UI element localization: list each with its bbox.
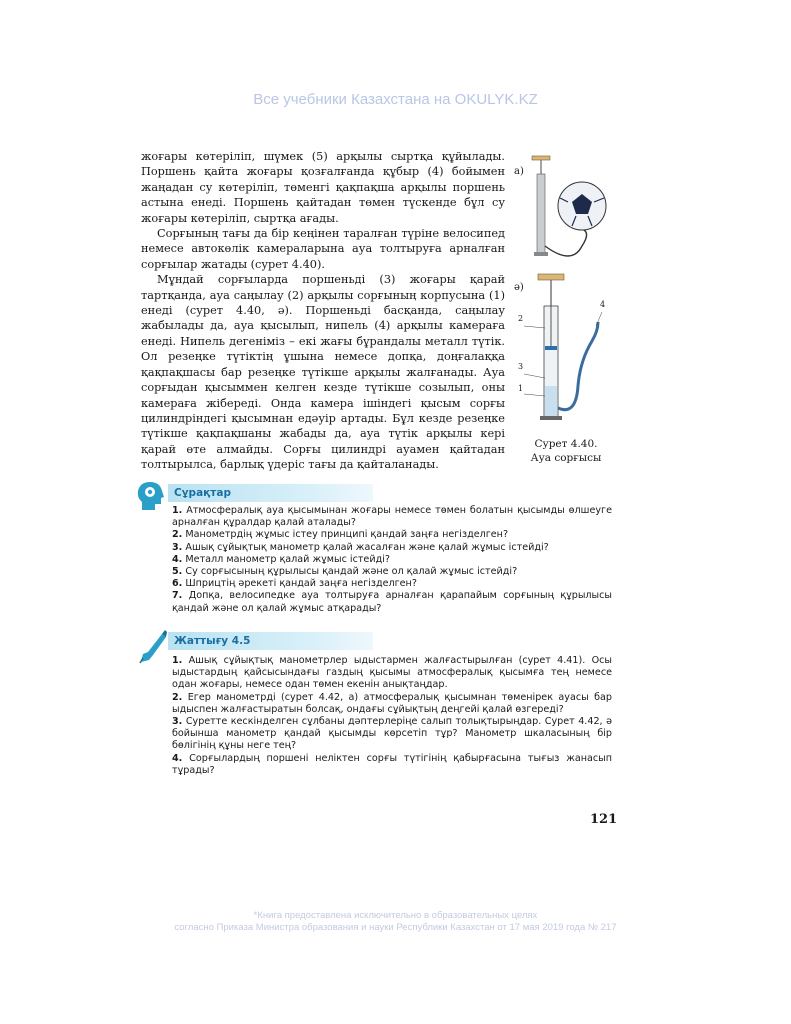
caption-number: Сурет 4.40. (534, 438, 598, 450)
exercise-item: 2. Егер манометрді (сурет 4.42, а) атмосфералық қысымнан төменірек ауасы бар ыдыспен жалғастыратын болсақ, ондағы сұйықтың деңгейі қалай өзгереді? (172, 691, 612, 715)
pump-with-ball-image (532, 156, 606, 256)
page-number: 121 (590, 812, 618, 827)
exercise-item: 4. Сорғылардың поршені неліктен сорғы түтігінің қабырғасына тығыз жанасып тұрады? (172, 752, 612, 776)
part-label-4: 4 (600, 300, 606, 309)
question-item: 7. Допқа, велосипедке ауа толтыруға арналған қарапайым сорғының құрылысы қандай және ол қалай жұмыс атқарады? (172, 590, 612, 614)
body-text (141, 149, 505, 473)
watermark-bottom-line1: *Книга предоставлена исключительно в образовательных целях (253, 910, 538, 921)
air-pump-figure (512, 146, 612, 476)
part-label-3: 3 (518, 362, 524, 371)
question-item: 2. Манометрдің жұмыс істеу принципі қандай заңға негізделген? (172, 529, 509, 541)
pump-cutaway-image (524, 274, 602, 420)
caption-title: Ауа сорғысы (530, 452, 602, 464)
figure-caption (516, 437, 616, 465)
question-item: 6. Шприцтің әрекеті қандай заңға негізделген? (172, 578, 417, 590)
questions-heading: Сұрақтар (168, 484, 373, 502)
exercise-heading: Жаттығу 4.5 (168, 632, 373, 650)
exercise-item: 1. Ашық сұйықтық манометрлер ыдыстармен жалғастырылған (сурет 4.41). Осы ыдыстардың қайсысындағы газдың қысымы атмосфералық қысымға тең немесе одан жоғары, немесе одан төмен екенін анықтаңдар. (172, 655, 612, 691)
question-item: 4. Металл манометр қалай жұмыс істейді? (172, 553, 390, 565)
questions-list (172, 505, 612, 615)
head-gear-icon (136, 480, 166, 512)
exercise-item: 3. Суретте кескінделген сұлбаны дәптерлеріңе салып толықтырыңдар. Сурет 4.42, ә бойынша манометр қандай қысымды көрсетіп тұр? Манометр шкаласының бір бөлігінің құны неге тең? (172, 716, 612, 752)
part-label-2: 2 (518, 314, 524, 323)
part-label-1: 1 (518, 384, 524, 393)
figure-label-b: ә) (514, 282, 524, 293)
question-item: 3. Ашық сұйықтық манометр қалай жасалған және қалай жұмыс істейді? (172, 541, 549, 553)
question-item: 1. Атмосфералық ауа қысымынан жоғары немесе төмен болатын қысымды өлшеуге арналған құралдар қалай аталады? (172, 505, 612, 529)
paragraph-3: Мұндай сорғыларда поршеньді (3) жоғары қарай тартқанда, ауа саңылау (2) арқылы сорғының корпусына (1) енеді (сурет 4.40, ә). Поршеньді басқанда, саңылау жабылады да, ауа қысылып, нипель (4) арқылы камераға енеді. Нипель дегеніміз – екі жағы бұрандалы металл түтік. Ол резеңке түтіктің ұшына немесе допқа, доңғалаққа қақпақшасы бар резеңке түтікше арқылы жалғанады. Ауа сорғыдан қысыммен келген кезде түтікше созылып, оны камераға жібереді. Онда камера ішіндегі қысым сорғы цилиндріндегі қысымнан едәуір артады. Бұл кезде резеңке түтікше қақпақшаны жабады да, ауа түтік арқылы кері қарай өте алмайды. Сорғы цилиндрі ауамен қайтадан толтырылса, барлық үдеріс тағы да қайталанады. (141, 273, 505, 472)
watermark-bottom-line2: согласно Приказа Министра образования и науки Республики Казахстан от 17 мая 2019 года № 217 (174, 922, 617, 933)
exercise-list (172, 655, 612, 777)
figure-label-a: а) (514, 166, 524, 177)
pen-hand-icon (138, 628, 168, 664)
watermark-bottom (0, 910, 791, 934)
question-item: 5. Су сорғысының құрылысы қандай және ол қалай жұмыс істейді? (172, 566, 518, 578)
air-pump-illustration (512, 146, 612, 436)
watermark-top: Все учебники Казахстана на OKULYK.KZ (253, 91, 538, 108)
paragraph-1: жоғары көтеріліп, шүмек (5) арқылы сыртқа құйылады. Поршень қайта жоғары қозғалғанда құбыр (4) бойымен жаңадан су көтеріліп, төменгі қақпақша арқылы поршень астына енеді. Поршень қайтадан төмен түскенде бұл су жоғары көтеріліп, сыртқа ағады. (141, 150, 505, 225)
paragraph-2: Сорғының тағы да бір кеңінен таралған түріне велосипед немесе автокөлік камераларына ауа толтыруға арналған сорғылар жатады (сурет 4.40). (141, 227, 505, 271)
